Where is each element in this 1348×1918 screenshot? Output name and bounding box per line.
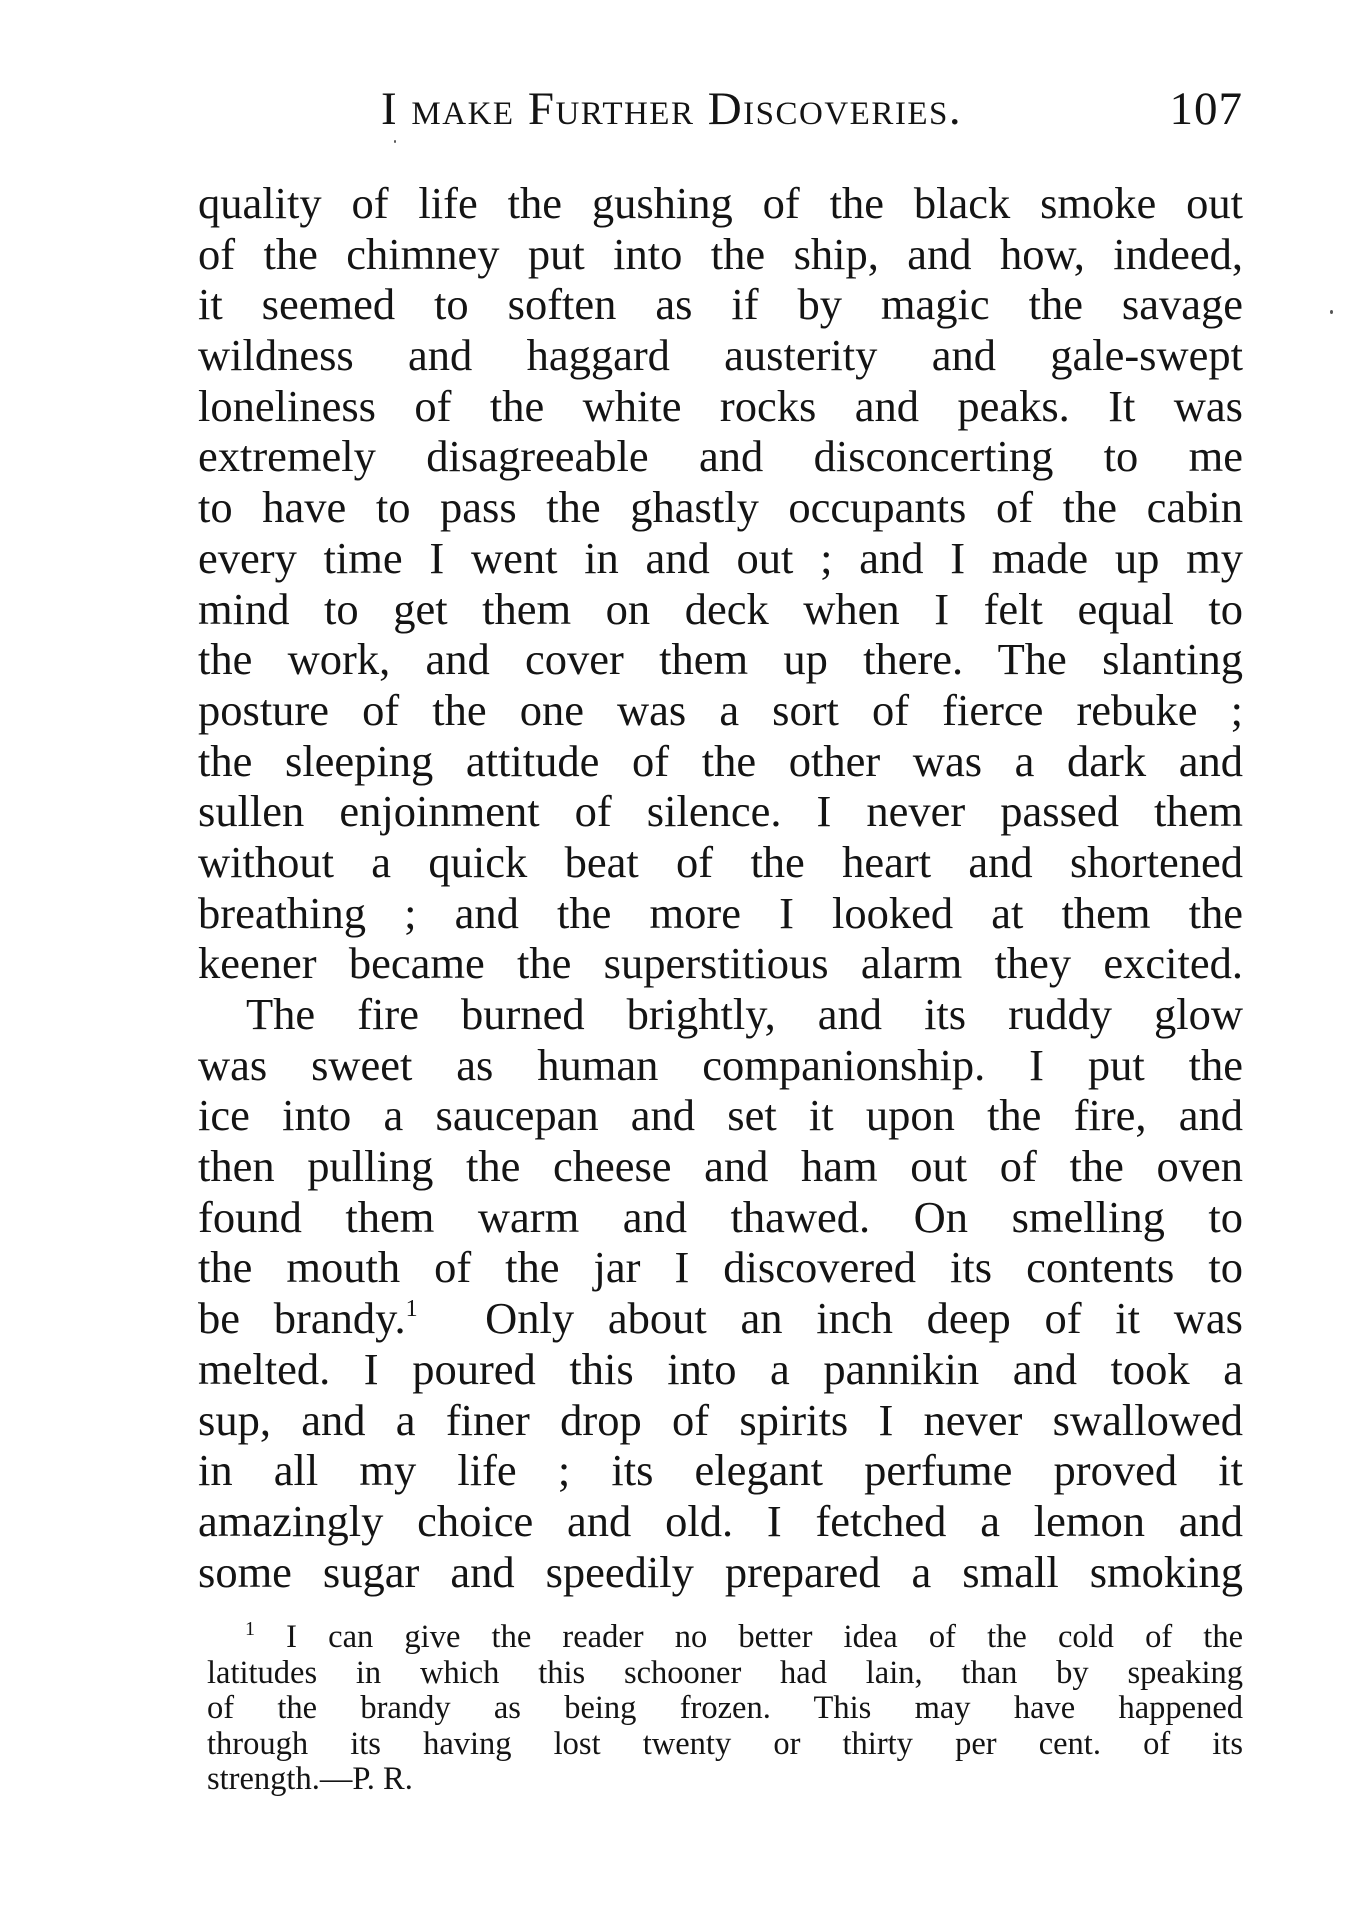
body-text — [198, 178, 1243, 1597]
text-line: was sweet as human companionship. I put the — [198, 1039, 1243, 1090]
text-line: mind to get them on deck when I felt equal to — [198, 583, 1243, 634]
text-line: keener became the superstitious alarm they excited. — [198, 938, 1243, 989]
text-line: posture of the one was a sort of fierce rebuke ; — [198, 684, 1243, 735]
text-line: every time I went in and out ; and I made up my — [198, 532, 1243, 583]
footnote — [207, 1620, 1243, 1798]
footnote-line: through its having lost twenty or thirty per cent. of its — [207, 1725, 1243, 1762]
paper-speck — [394, 140, 396, 143]
text-line: sup, and a finer drop of spirits I never swallowed — [198, 1394, 1243, 1445]
text-line: amazingly choice and old. I fetched a lemon and — [198, 1495, 1243, 1546]
text-line: of the chimney put into the ship, and how, indeed, — [198, 228, 1243, 279]
text-line: ice into a saucepan and set it upon the fire, and — [198, 1090, 1243, 1141]
text-line: the work, and cover them up there. The slanting — [198, 634, 1243, 685]
text-line: it seemed to soften as if by magic the savage — [198, 279, 1243, 330]
footnote-text: I can give the reader no better idea of the cold of the — [286, 1619, 1244, 1655]
text-line: some sugar and speedily prepared a small smoking — [198, 1546, 1243, 1597]
text-line-with-note — [198, 1293, 1243, 1344]
text-line: breathing ; and the more I looked at them the — [198, 887, 1243, 938]
text-line: loneliness of the white rocks and peaks. It was — [198, 380, 1243, 431]
text-fragment: be brandy. — [198, 1293, 406, 1344]
text-line: to have to pass the ghastly occupants of the cabin — [198, 482, 1243, 533]
text-line: the mouth of the jar I discovered its contents to — [198, 1242, 1243, 1293]
running-head — [198, 82, 1243, 142]
running-title: I make Further Discoveries. — [381, 83, 963, 135]
text-line: quality of life the gushing of the black smoke out — [198, 178, 1243, 228]
text-line: melted. I poured this into a pannikin and took a — [198, 1343, 1243, 1394]
text-line: wildness and haggard austerity and gale-swept — [198, 330, 1243, 381]
page-number: 107 — [1169, 83, 1243, 135]
footnote-reference: 1 — [405, 1296, 418, 1323]
paragraph-first-line: The fire burned brightly, and its ruddy glow — [246, 989, 1243, 1039]
footnote-line: strength.—P. R. — [207, 1761, 413, 1797]
text-line: then pulling the cheese and ham out of the oven — [198, 1141, 1243, 1192]
text-line: found them warm and thawed. On smelling to — [198, 1191, 1243, 1242]
footnote-line: latitudes in which this schooner had lain, than by speaking — [207, 1654, 1243, 1691]
footnote-mark: 1 — [245, 1618, 255, 1640]
footnote-line: of the brandy as being frozen. This may have happened — [207, 1690, 1243, 1726]
text-line: in all my life ; its elegant perfume proved it — [198, 1445, 1243, 1496]
text-line: sullen enjoinment of silence. I never passed them — [198, 786, 1243, 837]
text-fragment: Only about an inch deep of it was — [485, 1293, 1244, 1344]
paper-speck — [1330, 310, 1333, 314]
text-line: without a quick beat of the heart and shortened — [198, 836, 1243, 887]
footnote-line — [207, 1620, 1243, 1656]
text-line: the sleeping attitude of the other was a dark and — [198, 735, 1243, 786]
text-line: extremely disagreeable and disconcerting to me — [198, 431, 1243, 482]
